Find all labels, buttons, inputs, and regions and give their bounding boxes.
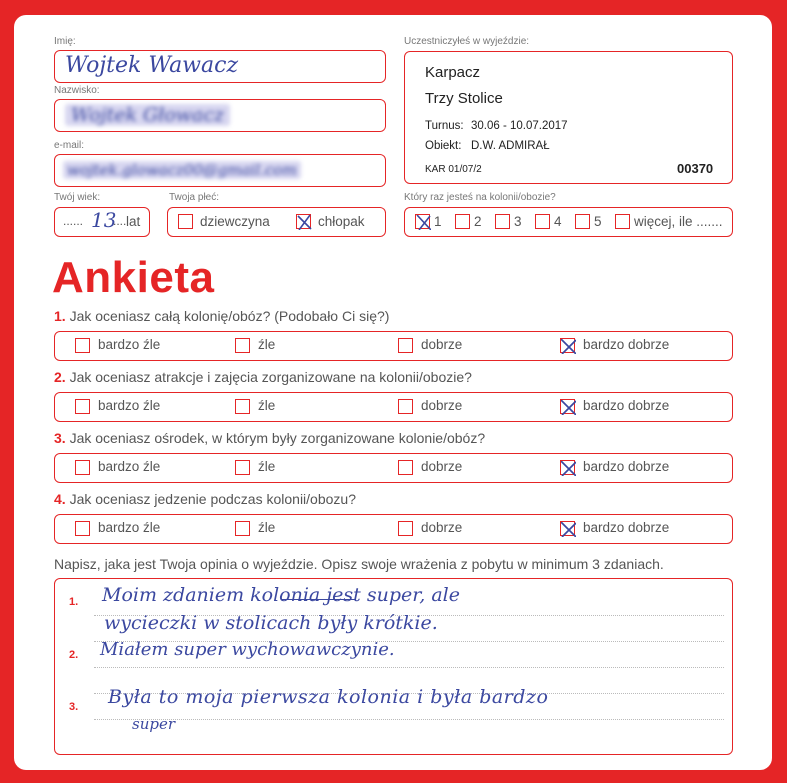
question-2-option-very-bad: bardzo źle [98,398,161,413]
trip-label: Uczestniczyłeś w wyjeździe: [404,36,530,47]
question-number: 3. [54,430,66,446]
question-3-text [54,430,485,446]
question-1-text [54,308,389,324]
email-field[interactable] [54,154,386,187]
question-3-checkbox-very-bad[interactable] [75,460,90,475]
times-option-more: więcej, ile ....... [634,214,723,229]
line-number-2: 2. [69,649,79,661]
times-checkbox-5[interactable] [575,214,590,229]
gender-label: Twoja płeć: [169,192,220,203]
surname-label: Nazwisko: [54,85,100,96]
question-1-checkbox-very-good[interactable] [560,338,575,353]
question-label: Jak oceniasz całą kolonię/obóz? (Podobało Ci się?) [69,308,390,324]
age-dots-after: .... [113,214,127,228]
question-number: 2. [54,369,66,385]
question-3-checkbox-very-good[interactable] [560,460,575,475]
times-checkbox-1[interactable] [415,214,430,229]
times-option-1: 1 [434,214,442,229]
email-value: wojtek.glowacz00@gmail.com [63,161,301,179]
age-label: Twój wiek: [54,192,101,203]
survey-title: Ankieta [52,253,215,302]
question-2-answers [54,392,733,422]
times-option-5: 5 [594,214,602,229]
email-label: e-mail: [54,140,85,151]
line-number-3: 3. [69,701,79,713]
question-1-checkbox-very-bad[interactable] [75,338,90,353]
question-1-option-bad: źle [258,337,276,352]
age-dots-before: ...... [63,214,84,228]
question-4-option-bad: źle [258,520,276,535]
question-3-checkbox-bad[interactable] [235,460,250,475]
check-mark-icon [561,400,576,415]
trip-code: KAR 01/07/2 [425,164,482,175]
question-4-option-very-bad: bardzo źle [98,520,161,535]
writing-line [94,667,724,668]
question-1-option-good: dobrze [421,337,463,352]
question-2-checkbox-very-good[interactable] [560,399,575,414]
trip-name: Trzy Stolice [425,90,503,107]
gender-checkbox-girl[interactable] [178,214,193,229]
times-checkbox-2[interactable] [455,214,470,229]
question-4-checkbox-very-bad[interactable] [75,521,90,536]
answer-line-1 [102,584,460,606]
line-number-1: 1. [69,596,79,608]
question-4-checkbox-bad[interactable] [235,521,250,536]
age-value: 13 [91,208,117,232]
times-label: Który raz jesteś na kolonii/obozie? [404,192,556,203]
gender-checkbox-boy[interactable] [296,214,311,229]
question-3-option-good: dobrze [421,459,463,474]
answer-line-3: Miałem super wychowawczynie. [100,639,395,660]
times-checkbox-more[interactable] [615,214,630,229]
times-option-2: 2 [474,214,482,229]
trip-box [404,51,733,184]
question-4-answers [54,514,733,544]
check-mark-icon [561,522,576,537]
question-4-option-very-good: bardzo dobrze [583,520,670,535]
name-label: Imię: [54,36,76,47]
question-4-option-good: dobrze [421,520,463,535]
question-1-answers [54,331,733,361]
turnus-value: 30.06 - 10.07.2017 [471,120,568,132]
trip-place: Karpacz [425,64,481,81]
trip-number: 00370 [677,161,714,176]
question-label: Jak oceniasz atrakcje i zajęcia zorganizowane na kolonii/obozie? [69,369,472,385]
surname-field[interactable] [54,99,386,132]
answer-line-5: super [132,715,176,733]
writing-line [94,719,724,720]
question-4-checkbox-very-good[interactable] [560,521,575,536]
question-2-checkbox-bad[interactable] [235,399,250,414]
question-1-checkbox-bad[interactable] [235,338,250,353]
question-4-checkbox-good[interactable] [398,521,413,536]
question-3-option-very-bad: bardzo źle [98,459,161,474]
question-1-checkbox-good[interactable] [398,338,413,353]
times-checkbox-3[interactable] [495,214,510,229]
answer-line-2: wycieczki w stolicach były krótkie. [104,612,438,634]
question-4-text [54,491,356,507]
question-number: 1. [54,308,66,324]
age-unit: lat [126,214,141,229]
gender-option-girl: dziewczyna [200,214,270,229]
question-2-checkbox-very-bad[interactable] [75,399,90,414]
age-field[interactable] [54,207,150,237]
question-2-option-good: dobrze [421,398,463,413]
opinion-prompt: Napisz, jaka jest Twoja opinia o wyjeździe. Opisz swoje wrażenia z pobytu w minimum 3 zdaniach. [54,556,664,572]
question-3-option-bad: źle [258,459,276,474]
question-3-option-very-good: bardzo dobrze [583,459,670,474]
turnus-label: Turnus: [425,120,464,132]
question-1-option-very-good: bardzo dobrze [583,337,670,352]
question-2-option-very-good: bardzo dobrze [583,398,670,413]
name-field[interactable] [54,50,386,83]
question-2-text [54,369,472,385]
surname-value: Wojtek Głowacz [65,104,230,126]
question-label: Jak oceniasz ośrodek, w którym były zorganizowane kolonie/obóz? [69,430,486,446]
check-mark-icon [416,215,431,230]
question-2-checkbox-good[interactable] [398,399,413,414]
check-mark-icon [297,215,312,230]
question-number: 4. [54,491,66,507]
question-label: Jak oceniasz jedzenie podczas kolonii/obozu? [69,491,356,507]
gender-field [167,207,386,237]
times-checkbox-4[interactable] [535,214,550,229]
name-value: Wojtek Wawacz [65,53,239,78]
times-option-4: 4 [554,214,562,229]
question-3-checkbox-good[interactable] [398,460,413,475]
check-mark-icon [561,461,576,476]
survey-sheet [14,15,772,770]
question-3-answers [54,453,733,483]
gender-option-boy: chłopak [318,214,365,229]
strikethrough-mark [282,599,356,600]
times-field [404,207,733,237]
obiekt-label: Obiekt: [425,140,462,152]
question-2-option-bad: źle [258,398,276,413]
answer-line-1-text: Moim zdaniem kolonia jest super, ale [102,584,460,606]
question-1-option-very-bad: bardzo źle [98,337,161,352]
times-option-3: 3 [514,214,522,229]
answer-line-4: Była to moja pierwsza kolonia i była bardzo [108,686,549,708]
check-mark-icon [561,339,576,354]
obiekt-value: D.W. ADMIRAŁ [471,140,550,152]
